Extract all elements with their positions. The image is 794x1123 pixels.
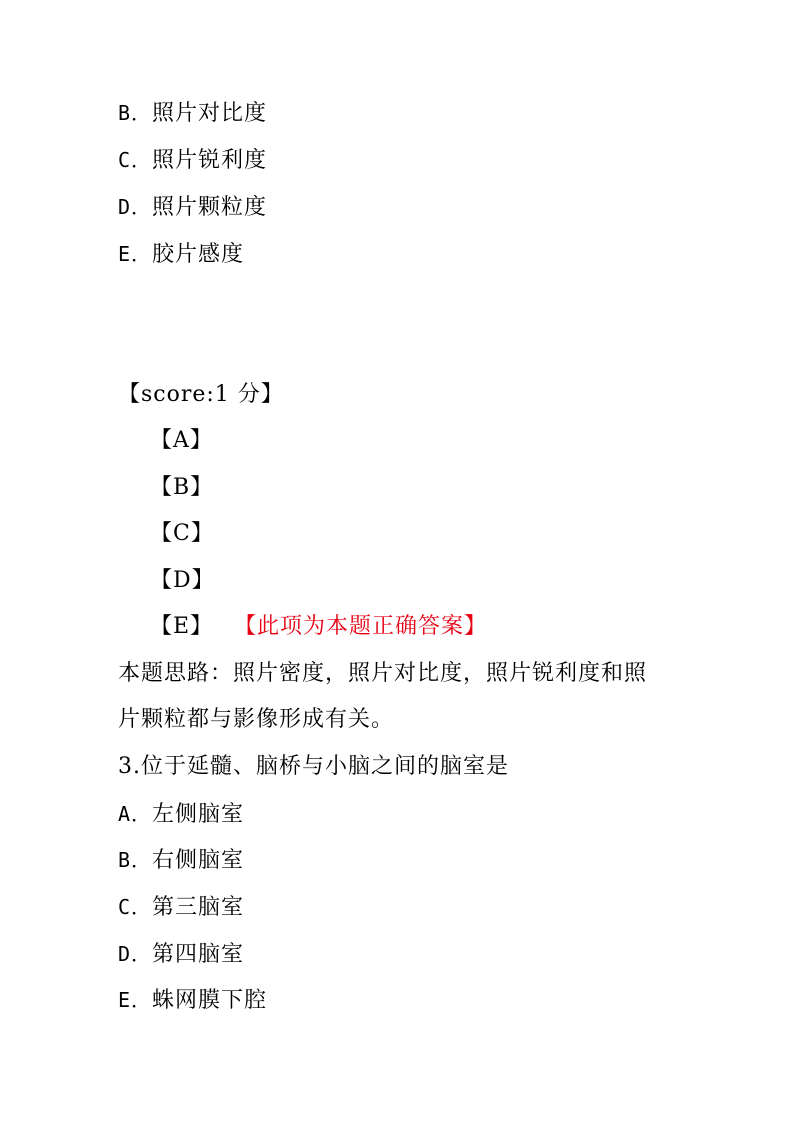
option-text: 右侧脑室: [152, 848, 245, 873]
answer-c: 【C】: [150, 521, 214, 546]
option-text: 照片对比度: [152, 101, 268, 126]
option-text: 第四脑室: [152, 942, 245, 967]
option-letter: D．: [118, 942, 153, 966]
option-text: 胶片感度: [152, 242, 245, 267]
answer-a: 【A】: [150, 428, 213, 453]
option-letter: E．: [118, 242, 153, 266]
answer-e: 【E】: [150, 614, 214, 639]
q3-stem: 3.位于延髓、脑桥与小脑之间的脑室是: [118, 754, 509, 779]
option-letter: D．: [118, 195, 153, 219]
q2-option-d: [118, 192, 267, 223]
q3-option-a: [118, 799, 244, 830]
option-text: 照片锐利度: [152, 148, 268, 173]
option-letter: C．: [118, 895, 153, 919]
option-letter: B．: [118, 848, 153, 872]
option-text: 第三脑室: [152, 895, 245, 920]
q3-option-e: [118, 985, 267, 1016]
q2-option-c: [118, 145, 267, 176]
option-text: 蛛网膜下腔: [152, 988, 268, 1013]
q2-option-e: [118, 239, 244, 270]
correct-answer-note: 【此项为本题正确答案】: [234, 614, 488, 639]
q3-option-b: [118, 845, 244, 876]
q2-option-b: [118, 98, 267, 129]
q3-option-d: [118, 939, 244, 970]
option-text: 照片颗粒度: [152, 195, 268, 220]
answer-d: 【D】: [150, 568, 215, 593]
q3-option-c: [118, 892, 244, 923]
answer-b: 【B】: [150, 475, 214, 500]
option-letter: A．: [118, 802, 153, 826]
explanation-line-2: 片颗粒都与影像形成有关。: [118, 707, 395, 732]
option-letter: C．: [118, 148, 153, 172]
option-letter: B．: [118, 101, 153, 125]
score-label: 【score:1 分】: [118, 382, 284, 407]
option-letter: E．: [118, 988, 153, 1012]
option-text: 左侧脑室: [152, 802, 245, 827]
explanation-line-1: 本题思路：照片密度，照片对比度，照片锐利度和照: [118, 661, 648, 686]
